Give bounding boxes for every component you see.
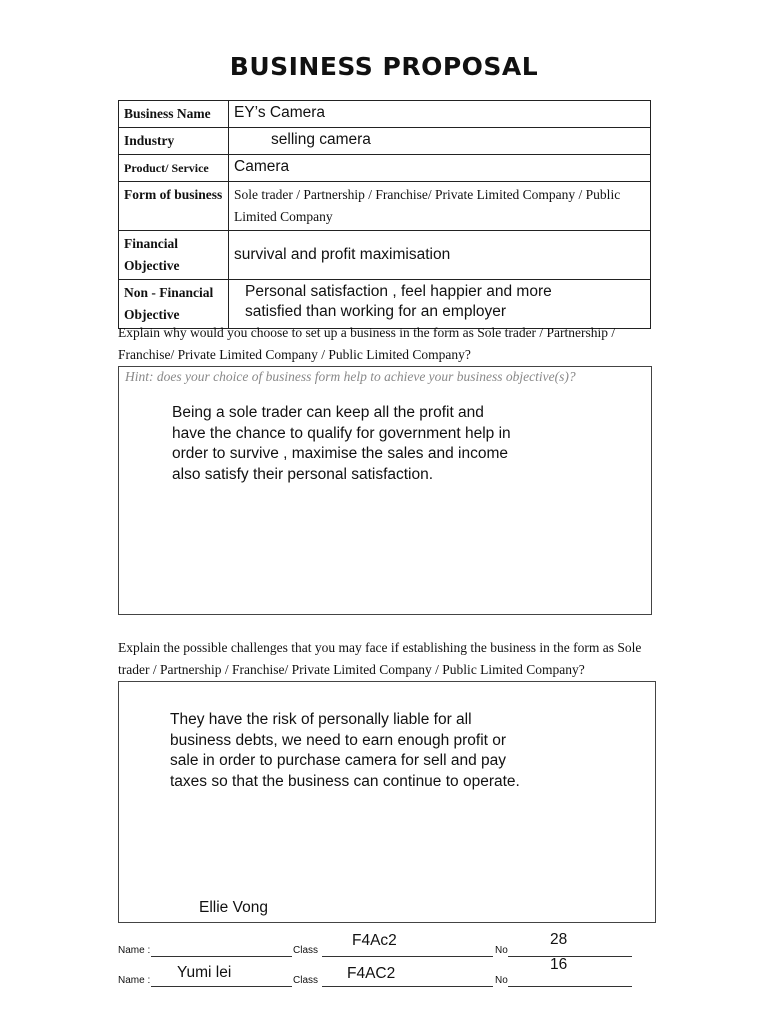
answer-box-2[interactable] [118, 681, 656, 923]
product-value: Camera [229, 155, 651, 182]
name-value-2: Yumi lei [177, 964, 232, 981]
class-label-1: Class [293, 945, 319, 956]
industry-value: selling camera [229, 128, 651, 155]
product-label: Product/ Service [119, 155, 229, 182]
answer-box-1[interactable] [118, 366, 652, 615]
industry-label: Industry [119, 128, 229, 155]
no-value-1: 28 [550, 931, 568, 948]
class-value-2: F4AC2 [347, 965, 396, 982]
financial-objective-label: Financial Objective [119, 231, 229, 280]
no-label-1: No [495, 945, 508, 956]
name-label-1: Name : [118, 945, 151, 956]
no-label-2: No [495, 975, 508, 986]
hint-text: Hint: does your choice of business form help to achieve your business objective(s)? [125, 369, 576, 384]
name-line-1 [151, 956, 292, 957]
form-label: Form of business [119, 182, 229, 231]
answer-2-text: They have the risk of personally liable for all business debts, we need to earn enough profit or sale in order to purchase camera for sell and pay taxes so that the business can continue to operate. [170, 711, 520, 790]
name-line-2 [151, 986, 292, 987]
answer-1-text: Being a sole trader can keep all the profit and have the chance to qualify for government help in order to survive , maximise the sales and income also satisfy their personal satisfaction. [172, 404, 511, 483]
no-value-2: 16 [550, 956, 568, 973]
page-title: BUSINESS PROPOSAL [229, 52, 539, 81]
name-label-2: Name : [118, 975, 151, 986]
business-name-value: EY’s Camera [229, 101, 651, 128]
class-line-1 [322, 956, 493, 957]
financial-objective-value: survival and profit maximisation [229, 231, 651, 280]
class-label-2: Class [293, 975, 319, 986]
non-financial-objective-label: Non - Financial Objective [119, 280, 229, 329]
class-value-1: F4Ac2 [352, 932, 397, 949]
signature: Ellie Vong [199, 899, 268, 916]
non-financial-objective-value: Personal satisfaction , feel happier and more satisfied than working for an employer [229, 280, 651, 329]
form-value: Sole trader / Partnership / Franchise/ Private Limited Company / Public Limited Company [229, 182, 651, 231]
no-line-2 [508, 986, 632, 987]
question-1: Explain why would you choose to set up a business in the form as Sole trader / Partnership / Franchise/ Private Limited Company / Public Limited Company? [118, 325, 616, 362]
business-info-table [118, 100, 651, 329]
class-line-2 [322, 986, 493, 987]
no-line-1 [508, 956, 632, 957]
question-2: Explain the possible challenges that you may face if establishing the business in the form as Sole trader / Partnership / Franchise/ Private Limited Company / Public Limited Company? [118, 640, 642, 677]
business-name-label: Business Name [119, 101, 229, 128]
